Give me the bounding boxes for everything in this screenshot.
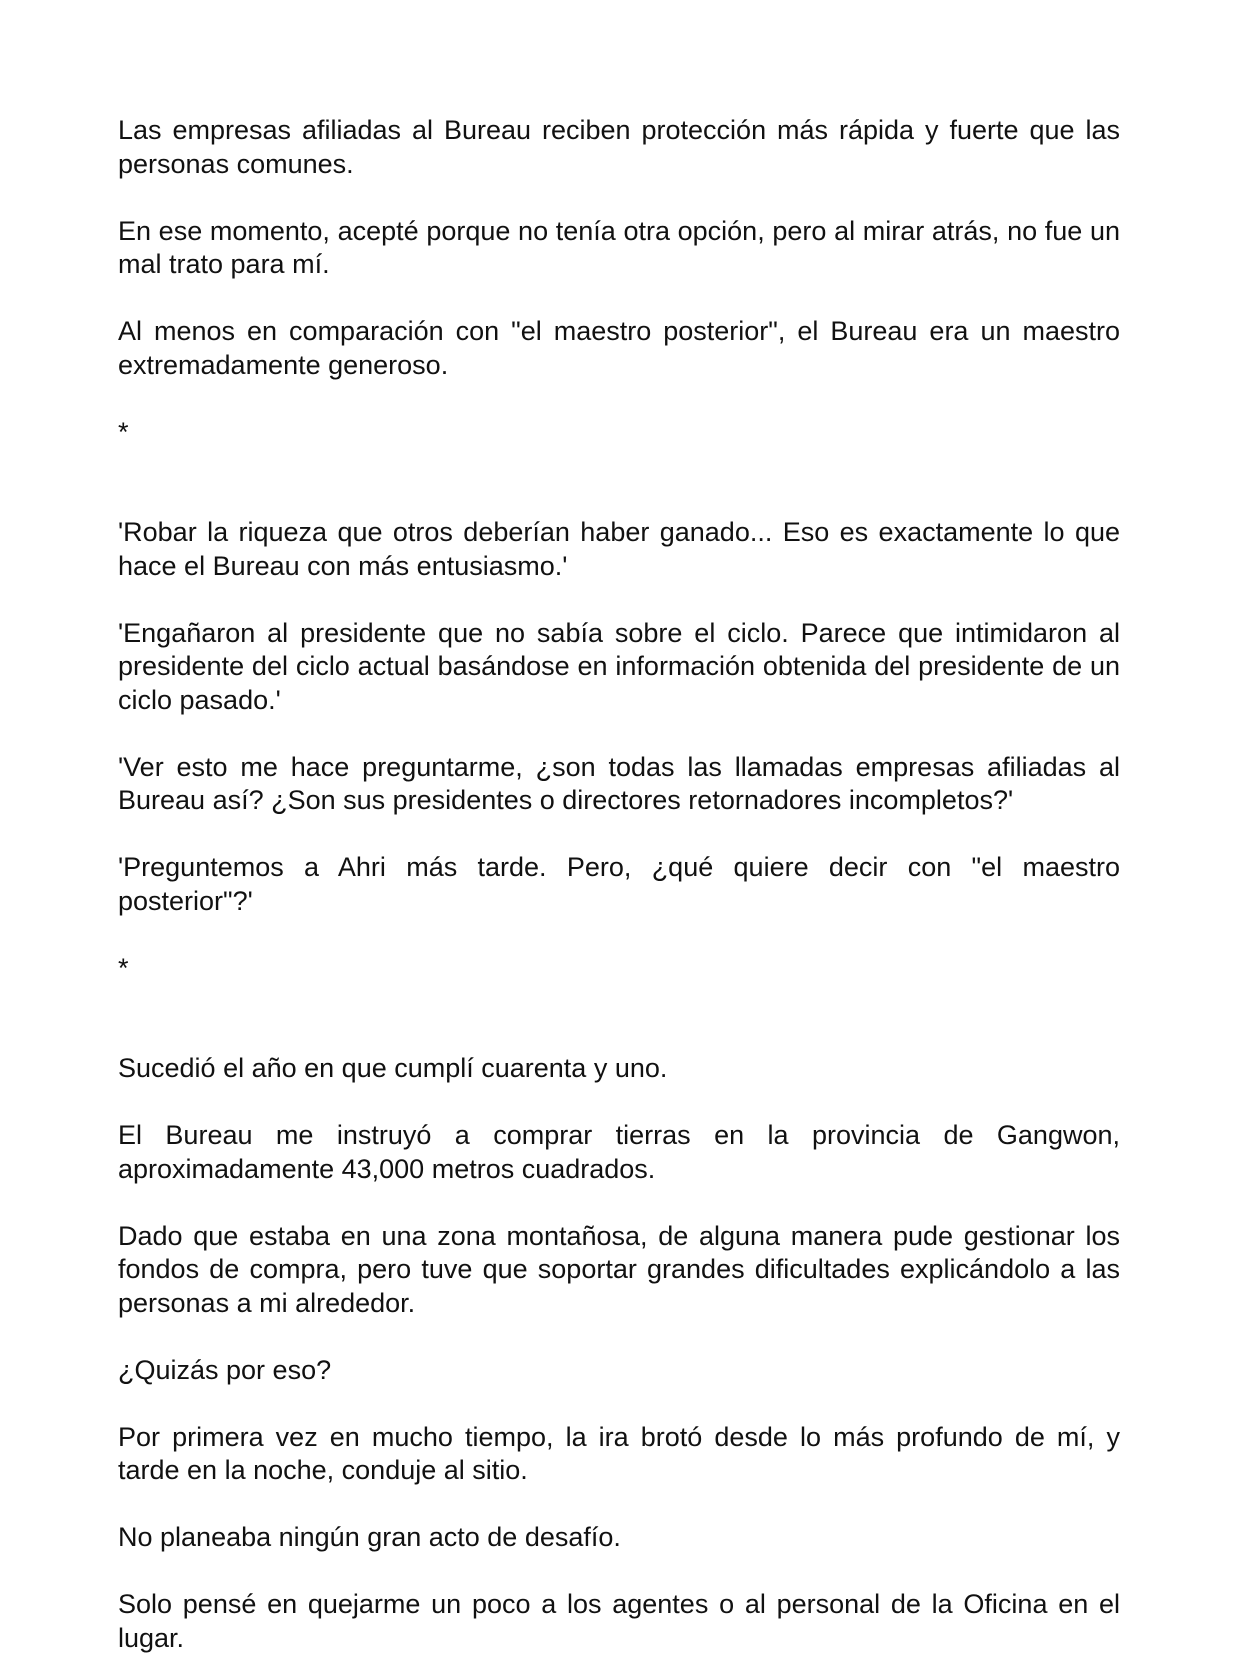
paragraph-6: 'Ver esto me hace preguntarme, ¿son todas las llamadas empresas afiliadas al Bureau así? ¿Son sus presidentes o directores retornadores incompletos?' [118, 751, 1120, 815]
paragraph-11: ¿Quizás por eso? [118, 1354, 332, 1385]
paragraph-13: No planeaba ningún gran acto de desafío. [118, 1522, 621, 1552]
paragraph-5: 'Engañaron al presidente que no sabía sobre el ciclo. Parece que intimidaron al presidente del ciclo actual basándose en información obtenida del presidente de un ciclo pasado.' [118, 617, 1120, 715]
paragraph-12: Por primera vez en mucho tiempo, la ira brotó desde lo más profundo de mí, y tarde en la noche, conduje al sitio. [118, 1421, 1120, 1485]
paragraph-14: Solo pensé en quejarme un poco a los agentes o al personal de la Oficina en el lugar. [118, 1589, 1120, 1653]
section-separator: * [118, 416, 129, 447]
paragraph-8: Sucedió el año en que cumplí cuarenta y uno. [118, 1053, 668, 1083]
paragraph-3: Al menos en comparación con "el maestro posterior", el Bureau era un maestro extremadamente generoso. [118, 316, 1120, 380]
section-separator: * [118, 952, 129, 983]
paragraph-4: 'Robar la riqueza que otros deberían haber ganado... Eso es exactamente lo que hace el Bureau con más entusiasmo.' [118, 517, 1120, 581]
document-page [118, 114, 1120, 1655]
paragraph-2: En ese momento, acepté porque no tenía otra opción, pero al mirar atrás, no fue un mal trato para mí. [118, 215, 1120, 279]
paragraph-7: 'Preguntemos a Ahri más tarde. Pero, ¿qué quiere decir con "el maestro posterior"?' [118, 852, 1120, 916]
paragraph-10: Dado que estaba en una zona montañosa, de alguna manera pude gestionar los fondos de compra, pero tuve que soportar grandes dificultades explicándolo a las personas a mi alrededor. [118, 1220, 1120, 1318]
paragraph-9: El Bureau me instruyó a comprar tierras en la provincia de Gangwon, aproximadamente 43,000 metros cuadrados. [118, 1120, 1120, 1184]
paragraph-1: Las empresas afiliadas al Bureau reciben protección más rápida y fuerte que las personas comunes. [118, 115, 1120, 179]
